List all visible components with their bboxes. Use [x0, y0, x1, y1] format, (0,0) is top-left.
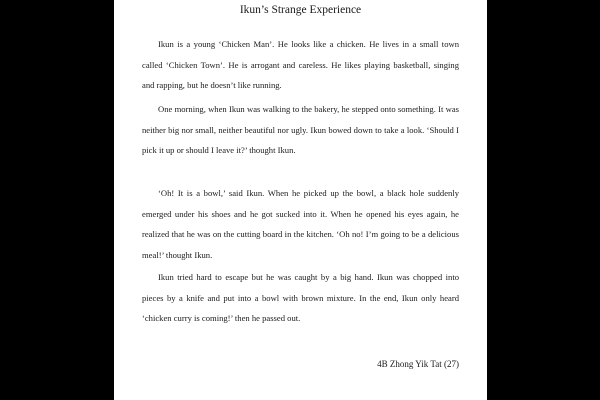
paragraph-3: ‘Oh! It is a bowl,’ said Ikun. When he picked up the bowl, a black hole suddenly emerged under his shoes and he got sucked into it. When he opened his eyes again, he realized that he was on the cutting board in the kitchen. ‘Oh no! I’m going to be a delicious meal!’ thought Ikun. [142, 188, 459, 260]
paragraph-4: Ikun tried hard to escape but he was caught by a big hand. Ikun was chopped into pieces by a knife and put into a bowl with brown mixture. In the end, Ikun only heard ‘chicken curry is coming!’ then he passed out. [142, 272, 459, 323]
paragraph-2: One morning, when Ikun was walking to the bakery, he stepped onto something. It was neither big nor small, neither beautiful nor ugly. Ikun bowed down to take a look. ‘Should I pick it up or should I leave it?’ thought Ikun. [142, 104, 459, 155]
document-page [114, 0, 487, 400]
document-title: Ikun’s Strange Experience [239, 4, 362, 16]
author-signature: 4B Zhong Yik Tat (27) [377, 359, 459, 369]
paragraph-1: Ikun is a young ‘Chicken Man’. He looks like a chicken. He lives in a small town called ‘Chicken Town’. He is arrogant and careless. He likes playing basketball, singing and rapping, but he doesn’t like running. [142, 39, 459, 90]
